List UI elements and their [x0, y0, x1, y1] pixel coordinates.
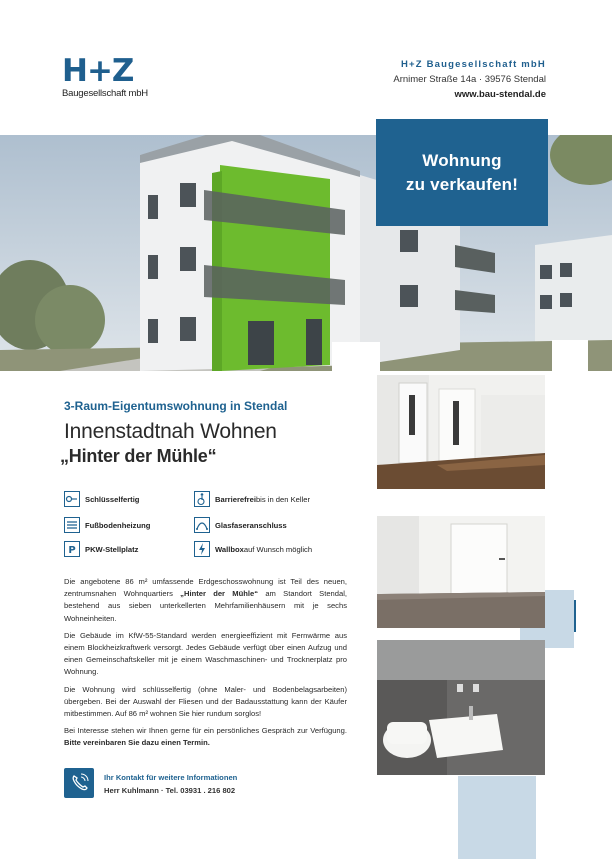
badge-line-2: zu verkaufen!: [405, 174, 519, 194]
description-paragraph: [64, 576, 347, 625]
badge-line-1: Wohnung: [422, 150, 502, 170]
description-paragraph: [64, 725, 347, 749]
company-info: [393, 57, 546, 102]
logo-subtitle: Baugesellschaft mbH: [62, 88, 148, 99]
company-name: H+Z Baugesellschaft mbH: [400, 59, 546, 70]
wallbox-icon: [194, 541, 210, 557]
fiber-icon: [194, 517, 210, 533]
text-bold: Bitte vereinbaren Sie dazu einen Termin.: [64, 738, 210, 748]
feature-item: [194, 516, 287, 534]
svg-text:P: P: [68, 545, 76, 556]
feature-item: [64, 540, 138, 558]
feature-bold: PKW-Stellplatz: [85, 544, 139, 554]
photo-interior-room: [377, 516, 545, 628]
for-sale-badge: [376, 119, 548, 226]
floor-heating-icon: [64, 517, 80, 533]
text-bold: „Hinter der Mühle“: [180, 589, 259, 599]
description-paragraph: Die Gebäude im KfW-55-Standard werden energieeffizient mit Fernwärme aus einem Blockheizkraftwerk versorgt. Jedes Gebäude verfügt über einen Aufzug und einen Gemeinschaftskeller mit je einem Waschmaschinen- und Trocknerplatz pro Wohnung.: [64, 630, 347, 677]
feature-item: [194, 490, 310, 508]
feature-bold: Barrierefrei: [215, 494, 256, 504]
light-square-4: [458, 776, 536, 859]
light-square-1: [332, 342, 380, 390]
company-website[interactable]: www.bau-stendal.de: [454, 89, 546, 100]
feature-rest: auf Wunsch möglich: [243, 544, 313, 554]
description: [64, 576, 347, 755]
light-square-2: [552, 340, 588, 376]
feature-bold: Fußbodenheizung: [85, 520, 151, 530]
wheelchair-icon: [194, 491, 210, 507]
feature-bold: Wallbox: [215, 544, 244, 554]
description-paragraph: Die Wohnung wird schlüsselfertig (ohne Maler- und Bodenbelagsarbeiten) übergeben. Bei der Auswahl der Fliesen und der Badausstattung kann der Käufer mitbestimmen. Auf 86 m² wohnen Sie hier rundum sorglos!: [64, 684, 347, 719]
company-address: Arnimer Straße 14a · 39576 Stendal: [393, 74, 546, 85]
company-logo: [62, 53, 162, 99]
feature-bold: Glasfaseranschluss: [215, 520, 287, 530]
feature-item: [64, 490, 139, 508]
photo-bathroom: [377, 640, 545, 775]
listing-quote-title: „Hinter der Mühle“: [60, 446, 217, 466]
feature-bold: Schlüsselfertig: [85, 494, 140, 504]
photo-interior-hallway: [377, 375, 545, 489]
listing-title: Innenstadtnah Wohnen: [64, 420, 277, 443]
feature-item: [194, 540, 312, 558]
phone-icon[interactable]: [64, 768, 94, 798]
text-span: am Standort Stendal, bestehend aus sieben unterkellerten Mehrfamilienhäusern mit je sechs Wohneinheiten.: [64, 589, 348, 623]
key-icon: [64, 491, 80, 507]
text-span: Die angebotene 86 m² umfassende Erdgeschosswohnung ist Teil des neuen, zentrumsnahen Wohnquartiers: [64, 577, 347, 599]
text-span: Bei Interesse stehen wir Ihnen gerne für ein persönliches Gespräch zur Verfügung.: [64, 726, 347, 736]
listing-subtitle: 3-Raum-Eigentumswohnung in Stendal: [64, 399, 288, 413]
contact-person-phone[interactable]: Herr Kuhlmann · Tel. 03931 . 216 802: [104, 786, 236, 795]
contact-block: [64, 768, 364, 800]
contact-label: Ihr Kontakt für weitere Informationen: [104, 773, 238, 782]
logo-mark: H+Z: [62, 53, 134, 89]
parking-icon: [64, 541, 80, 557]
feature-rest: bis in den Keller: [255, 494, 310, 504]
feature-item: [64, 516, 150, 534]
